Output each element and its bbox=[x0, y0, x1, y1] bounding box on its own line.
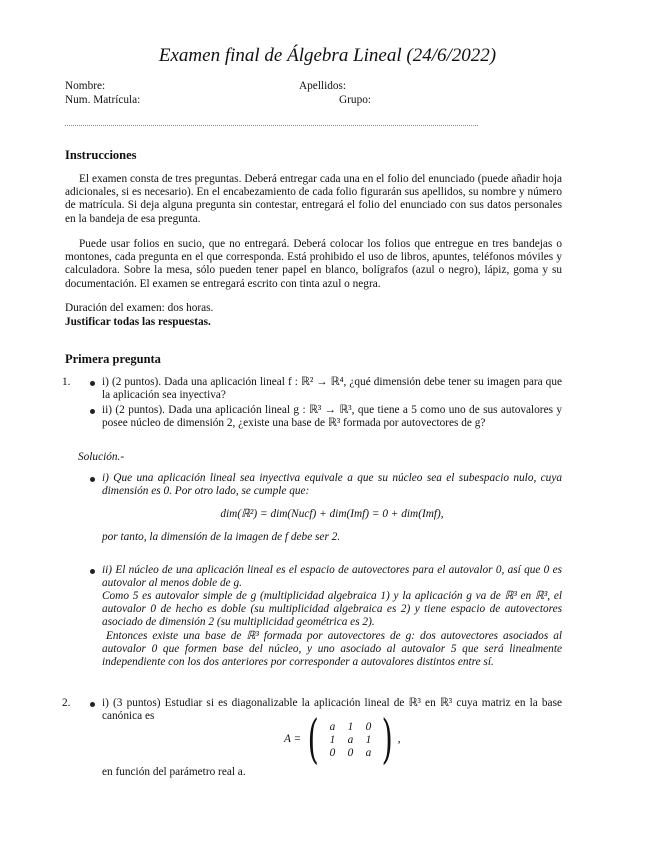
matrix-cell: a bbox=[329, 721, 336, 733]
left-paren: ( bbox=[307, 710, 319, 770]
solution-label: Solución.- bbox=[78, 451, 125, 463]
solution-i-text: i) Que una aplicación lineal sea inyectiva equivale a que su núcleo sea el subespacio nulo, cuya dimensión es 0. Por otro lado, se cumple que: bbox=[102, 472, 562, 498]
solution-ii-text-a: ii) El núcleo de una aplicación lineal es el espacio de autovectores para el autovalor 0, así que 0 es autovalor al menos doble de g. bbox=[102, 564, 562, 590]
bullet-icon bbox=[90, 409, 95, 414]
matrix-cell: 0 bbox=[365, 721, 372, 733]
solution-i-conclusion: por tanto, la dimensión de la imagen de f debe ser 2. bbox=[102, 531, 341, 543]
nombre-label: Nombre: bbox=[65, 80, 106, 92]
matrix-cell: a bbox=[347, 734, 354, 746]
exam-title: Examen final de Álgebra Lineal (24/6/2022) bbox=[158, 45, 497, 66]
matrix-grid bbox=[323, 721, 377, 759]
matrix-cell: a bbox=[365, 747, 372, 759]
grupo-label: Grupo: bbox=[339, 94, 372, 106]
header-divider bbox=[65, 125, 478, 126]
first-question-heading: Primera pregunta bbox=[65, 352, 161, 366]
justify-note: Justificar todas las respuestas. bbox=[65, 316, 211, 328]
matrix-suffix: , bbox=[397, 733, 401, 746]
matrix-cell: 1 bbox=[329, 734, 336, 746]
instructions-heading: Instrucciones bbox=[65, 148, 137, 162]
matrix-cell: 1 bbox=[347, 721, 354, 733]
question-1-number: 1. bbox=[62, 376, 71, 388]
bullet-icon bbox=[90, 477, 95, 482]
solution-ii-text-c: Entonces existe una base de ℝ³ formada por autovectores de g: dos autovectores asociados al autovalor 0 que formen base del núcleo, y uno asociado al autovalor 5 que será linealmente independiente con los dos anteriores por corresponder a autovalores distintos entre sí. bbox=[102, 630, 562, 669]
question-2-item-i: i) (3 puntos) Estudiar si es diagonalizable la aplicación lineal de ℝ³ en ℝ³ cuya matriz en la base canónica es bbox=[102, 697, 562, 723]
question-1-item-ii: ii) (2 puntos). Dada una aplicación lineal g : ℝ³ → ℝ³, que tiene a 5 como uno de sus autovalores y posee núcleo de dimensión 2, ¿existe una base de ℝ³ formada por autovectores de g? bbox=[102, 404, 562, 430]
question-1-item-i: i) (2 puntos). Dada una aplicación lineal f : ℝ² → ℝ⁴, ¿qué dimensión debe tener su imagen para que la aplicación sea inyectiva? bbox=[102, 376, 562, 402]
bullet-icon bbox=[90, 569, 95, 574]
instructions-paragraph-2: Puede usar folios en sucio, que no entregará. Deberá colocar los folios que entregue en tres bandejas o montones, cada pregunta en el que corresponda. Está prohibido el uso de libros, apuntes, teléfonos móviles y calculadora. Sobre la mesa, sólo pueden tener papel en blanco, bolígrafos (azul o negro), lápiz, goma y su documentación. El examen se entregará escrito con tinta azul o negra. bbox=[65, 238, 562, 290]
duration-text: Duración del examen: dos horas. bbox=[65, 302, 214, 314]
bullet-icon bbox=[90, 702, 95, 707]
right-paren: ) bbox=[382, 710, 394, 770]
question-2-end: en función del parámetro real a. bbox=[102, 766, 246, 778]
instructions-paragraph-1: El examen consta de tres preguntas. Deberá entregar cada una en el folio del enunciado (puede añadir hoja adicionales, si es necesario). En el encabezamiento de cada folio figurarán sus apellidos, su nombre y número de matrícula. Si deja alguna pregunta sin contestar, entregará el folio del enunciado con sus datos personales en la bandeja de esa pregunta. bbox=[65, 173, 562, 225]
bullet-icon bbox=[90, 381, 95, 386]
matrix-a bbox=[284, 710, 401, 770]
matrix-cell: 0 bbox=[347, 747, 354, 759]
apellidos-label: Apellidos: bbox=[299, 80, 347, 92]
matrix-cell: 1 bbox=[365, 734, 372, 746]
solution-ii-text-b: Como 5 es autovalor simple de g (multiplicidad algebraica 1) y la aplicación g va de ℝ³ en ℝ³, el autovalor 0 de hecho es doble (su multiplicidad algebraica es 2) y tiene espacio de autovectores asociado de dimensión 2 (su multiplicidad geométrica es 2). bbox=[102, 590, 562, 629]
matricula-label: Num. Matrícula: bbox=[65, 94, 141, 106]
dimension-equation: dim(ℝ²) = dim(Nucf) + dim(Imf) = 0 + dim(Imf), bbox=[220, 508, 444, 520]
matrix-cell: 0 bbox=[329, 747, 336, 759]
question-2-number: 2. bbox=[62, 697, 71, 709]
matrix-label: A = bbox=[284, 733, 302, 746]
